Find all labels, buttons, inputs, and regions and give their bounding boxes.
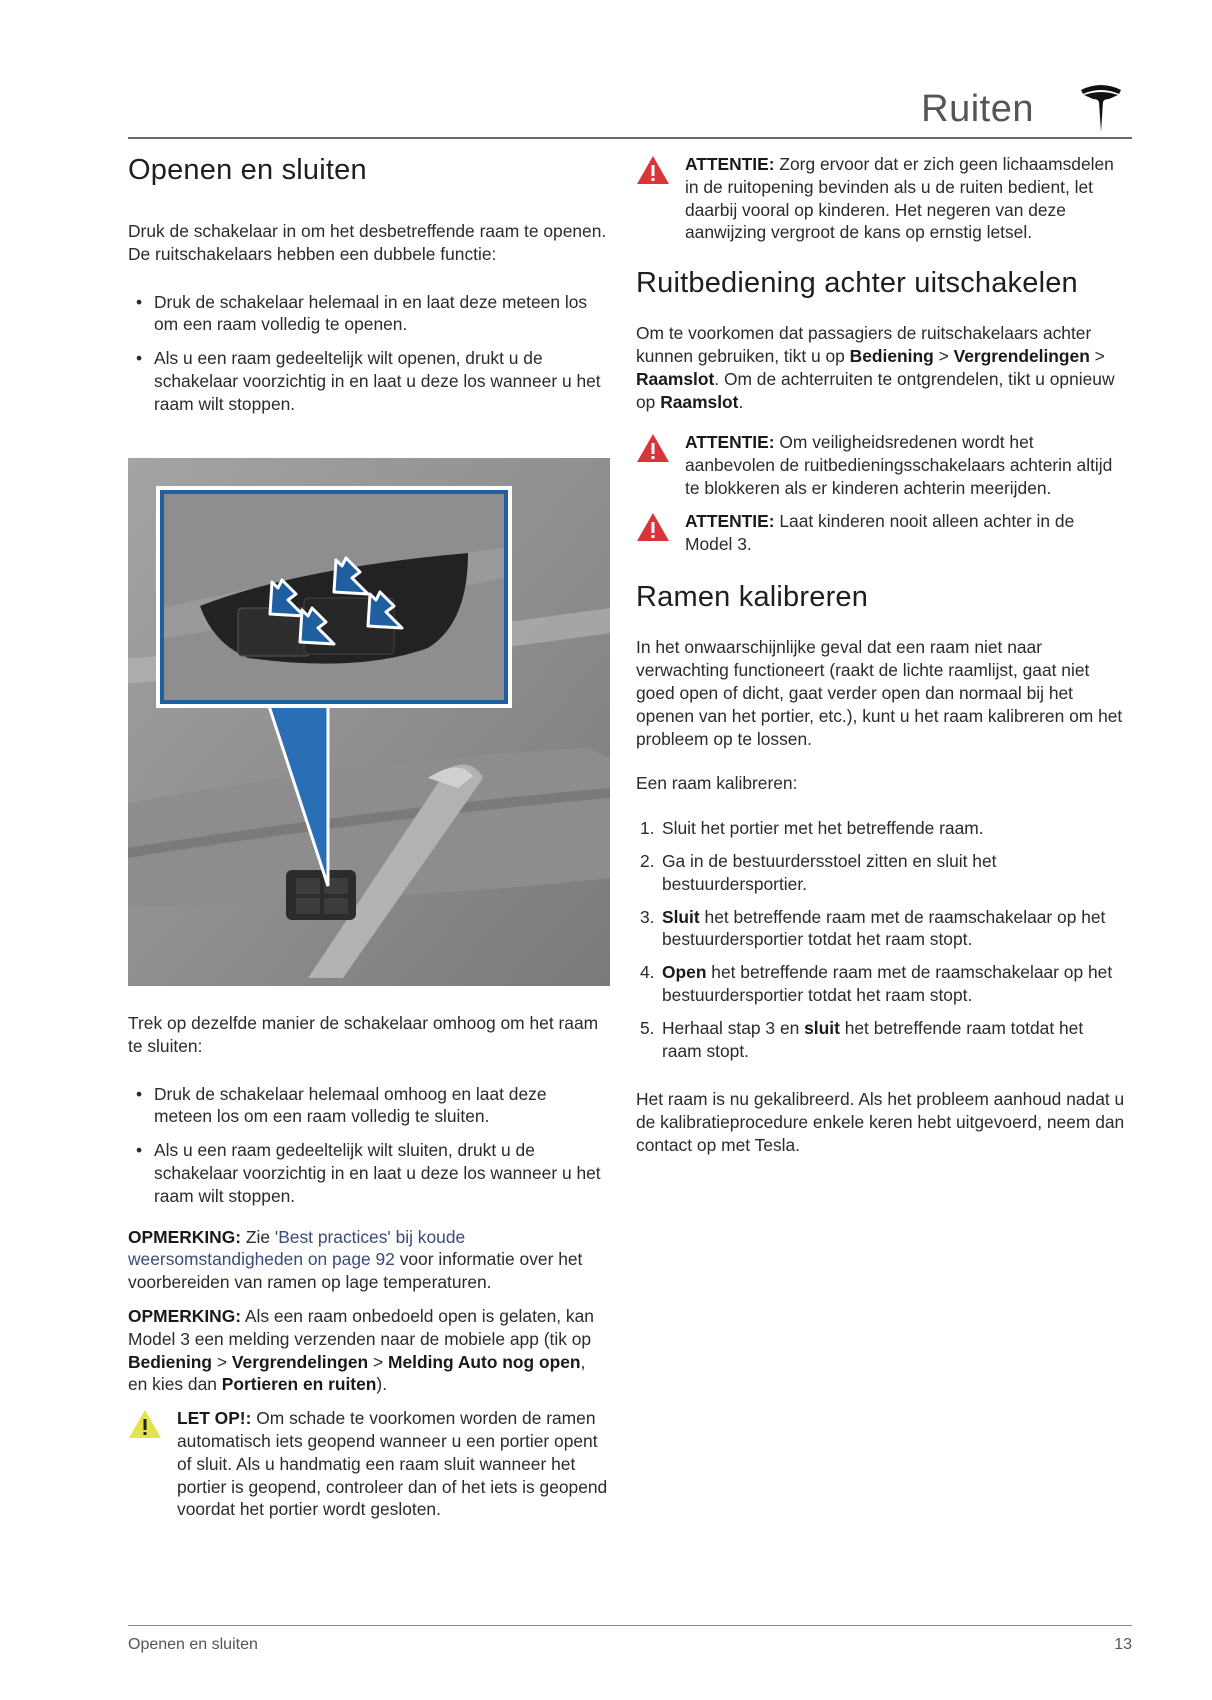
rear-window-lock-paragraph: Om te voorkomen dat passagiers de ruitschakelaars achter kunnen gebruiken, tikt u op Bediening > Vergrendelingen > Raamslot. Om de achterruiten te ontgrendelen, tikt u opnieuw op Raamslot. <box>636 323 1115 412</box>
left-column <box>128 154 608 427</box>
close-bullet-list <box>128 1083 608 1208</box>
caution-triangle-icon <box>128 1409 162 1439</box>
warning-triangle-icon <box>636 155 670 185</box>
caution-text: LET OP!: Om schade te voorkomen worden de ramen automatisch iets geopend wanneer u een portier opent of sluit. Als u handmatig een raam sluit wanneer het portier is geopend, controleer dan of het iets is geopend voordat het portier wordt gesloten. <box>177 1408 608 1520</box>
calibration-intro-paragraph: In het onwaarschijnlijke geval dat een raam niet naar verwachting functioneert (raakt de lichte raamlijst, gaat niet goed open of dicht, gaat verder open dan normaal bij het openen van het portier, etc.), kunt u het raam kalibreren om het probleem op te lossen. <box>636 637 1123 749</box>
close-section <box>128 1012 608 1521</box>
footer-section-name: Openen en sluiten <box>128 1636 258 1653</box>
closing-paragraph: Het raam is nu gekalibreerd. Als het probleem aanhoud nadat u de kalibratieprocedure enkele keren hebt uitgevoerd, neem dan contact op met Tesla. <box>636 1089 1125 1155</box>
calibration-steps-list <box>636 817 1126 1062</box>
list-item: 4. Open het betreffende raam met de raamschakelaar op het bestuurdersportier totdat het raam stopt. <box>640 962 1113 1005</box>
warning-text: ATTENTIE: Zorg ervoor dat er zich geen lichaamsdelen in de ruitopening bevinden als u de ruiten bedient, let daarbij vooral op kinderen. Het negeren van deze aanwijzing vergroot de kans op ernstig letsel. <box>685 154 1114 243</box>
header-divider <box>128 137 1132 139</box>
list-item: 5. Herhaal stap 3 en sluit het betreffende raam totdat het raam stopt. <box>640 1017 1084 1061</box>
warning-triangle-icon <box>636 433 670 463</box>
list-item: • Als u een raam gedeeltelijk wilt openen, drukt u de schakelaar voorzichtig in en laat u deze los wanneer u het raam wilt stoppen. <box>128 347 608 415</box>
warning-block-child-lock <box>636 431 1126 499</box>
list-item: 2. Ga in de bestuurdersstoel zitten en sluit het bestuurdersportier. <box>640 850 997 894</box>
warning-block-children-alone <box>636 510 1126 556</box>
footer-divider <box>128 1625 1132 1626</box>
warning-block-body-parts <box>636 153 1126 244</box>
heading-openen-en-sluiten: Openen en sluiten <box>128 154 367 186</box>
list-item: • Druk de schakelaar helemaal in en laat deze meteen los om een raam volledig te openen. <box>128 291 608 337</box>
heading-ruitbediening-achter: Ruitbediening achter uitschakelen <box>636 267 1078 300</box>
note-label: OPMERKING: <box>128 1305 242 1326</box>
note-cold-weather: OPMERKING: Zie 'Best practices' bij koude weersomstandigheden on page 92 voor informatie over het voorbereiden van ramen op lage temperaturen. <box>128 1226 583 1293</box>
note-window-left-open: OPMERKING: Als een raam onbedoeld open is gelaten, kan Model 3 een melding verzenden naar de mobiele app (tik op Bediening > Vergrendelingen > Melding Auto nog open, en kies dan Portieren en ruiten). <box>128 1305 594 1395</box>
window-switch-figure <box>128 458 610 986</box>
note-label: OPMERKING: <box>128 1226 242 1247</box>
warning-text: ATTENTIE: Om veiligheidsredenen wordt het aanbevolen de ruitbedieningsschakelaars achterin altijd te blokkeren als er kinderen achterin meerijden. <box>685 432 1113 498</box>
intro-paragraph: Druk de schakelaar in om het desbetreffende raam te openen. De ruitschakelaars hebben een dubbele functie: <box>128 221 607 264</box>
window-switch-illustration <box>128 458 610 986</box>
list-item: • Druk de schakelaar helemaal omhoog en laat deze meteen los om een raam volledig te sluiten. <box>128 1083 608 1129</box>
right-column <box>636 153 1126 1157</box>
warning-text: ATTENTIE: Laat kinderen nooit alleen achter in de Model 3. <box>685 510 1075 554</box>
list-item: 3. Sluit het betreffende raam met de raamschakelaar op het bestuurdersportier totdat het raam stopt. <box>640 906 1106 950</box>
tesla-logo-icon <box>1078 82 1124 134</box>
list-item: • Als u een raam gedeeltelijk wilt sluiten, drukt u de schakelaar voorzichtig in en laat u deze los wanneer u het raam wilt stoppen. <box>128 1139 608 1207</box>
open-bullet-list <box>128 291 608 416</box>
warning-triangle-icon <box>636 512 670 542</box>
cold-weather-link[interactable]: 'Best practices' bij koude weersomstandigheden on page 92 <box>128 1226 466 1270</box>
heading-ramen-kalibreren: Ramen kalibreren <box>636 581 869 614</box>
caution-block <box>128 1407 608 1521</box>
steps-intro: Een raam kalibreren: <box>636 773 798 794</box>
list-item: 1. Sluit het portier met het betreffende raam. <box>640 818 984 839</box>
section-title: Ruiten <box>921 88 1034 130</box>
close-intro-paragraph: Trek op dezelfde manier de schakelaar omhoog om het raam te sluiten: <box>128 1013 599 1056</box>
page-number: 13 <box>1114 1636 1132 1653</box>
